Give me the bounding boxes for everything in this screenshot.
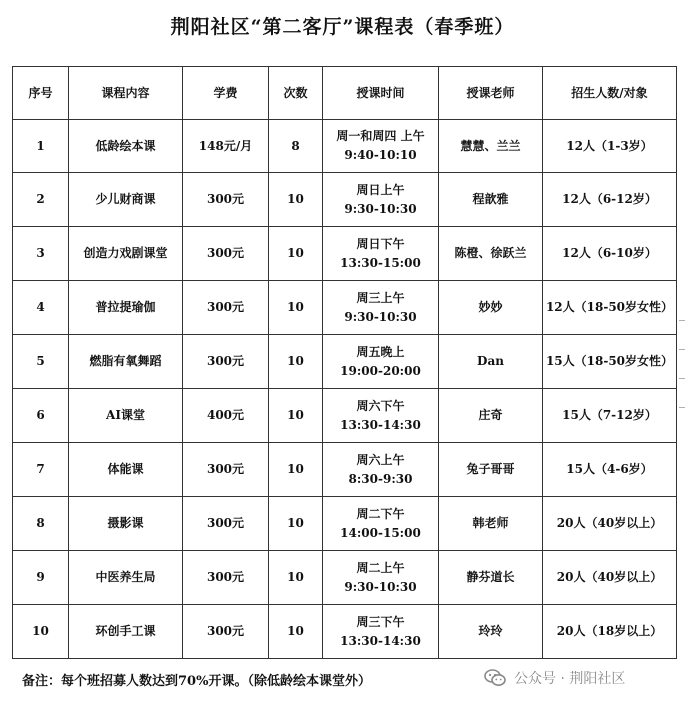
cell-enrollment: 12人（18-50岁女性） [543,281,677,335]
header-count: 次数 [269,67,323,120]
cell-no: 2 [13,173,69,227]
cell-fee: 300元 [183,551,269,605]
time-day: 周六上午 [356,452,405,467]
cell-time [323,281,439,335]
table-row [13,227,677,281]
cell-enrollment: 12人（1-3岁） [543,120,677,173]
time-range: 13:30-15:00 [340,255,421,270]
cell-enrollment: 15人（18-50岁女性） [543,335,677,389]
cell-count: 10 [269,173,323,227]
table-row [13,443,677,497]
cell-teacher: 慧慧、兰兰 [439,120,543,173]
time-range: 8:30-9:30 [348,471,413,486]
header-teacher: 授课老师 [439,67,543,120]
cell-fee: 400元 [183,389,269,443]
cell-time [323,497,439,551]
cell-time [323,443,439,497]
time-day: 周六下午 [356,398,405,413]
cell-enrollment: 12人（6-10岁） [543,227,677,281]
cell-time [323,389,439,443]
cell-enrollment: 15人（4-6岁） [543,443,677,497]
cell-time [323,335,439,389]
cell-time [323,227,439,281]
watermark-text: 公众号 · 荆阳社区 [514,671,626,687]
table-row [13,551,677,605]
cell-enrollment: 20人（40岁以上） [543,551,677,605]
cell-fee: 300元 [183,443,269,497]
cell-teacher: 玲玲 [439,605,543,659]
time-range: 14:00-15:00 [340,525,421,540]
cell-fee: 300元 [183,281,269,335]
cell-count: 10 [269,281,323,335]
cell-count: 10 [269,389,323,443]
time-day: 周三下午 [356,614,405,629]
wechat-icon [484,669,506,687]
time-day: 周二下午 [356,506,405,521]
header-enrollment: 招生人数/对象 [543,67,677,120]
header-course: 课程内容 [69,67,183,120]
course-schedule-table [12,66,677,659]
cell-no: 8 [13,497,69,551]
header-fee: 学费 [183,67,269,120]
watermark [484,668,625,688]
cell-fee: 300元 [183,605,269,659]
cell-teacher: 静芬道长 [439,551,543,605]
cell-course: AI课堂 [69,389,183,443]
time-range: 9:30-10:30 [344,579,417,594]
cell-teacher: 兔子哥哥 [439,443,543,497]
cell-course: 少儿财商课 [69,173,183,227]
cell-teacher: 妙妙 [439,281,543,335]
cell-teacher: Dan [439,335,543,389]
time-range: 9:30-10:30 [344,201,417,216]
table-row [13,389,677,443]
cell-fee: 148元/月 [183,120,269,173]
time-range: 13:30-14:30 [340,633,421,648]
cell-fee: 300元 [183,173,269,227]
cell-enrollment: 12人（6-12岁） [543,173,677,227]
cell-course: 摄影课 [69,497,183,551]
cell-count: 10 [269,497,323,551]
cell-count: 10 [269,227,323,281]
cell-count: 10 [269,551,323,605]
time-range: 13:30-14:30 [340,417,421,432]
cell-course: 环创手工课 [69,605,183,659]
table-row [13,281,677,335]
cell-time [323,120,439,173]
cell-enrollment: 15人（7-12岁） [543,389,677,443]
time-range: 9:40-10:10 [344,148,417,162]
cell-teacher: 韩老师 [439,497,543,551]
time-range: 9:30-10:30 [344,309,417,324]
cell-fee: 300元 [183,497,269,551]
time-day: 周日下午 [356,236,405,251]
time-range: 19:00-20:00 [340,363,421,378]
cell-no: 5 [13,335,69,389]
cell-no: 7 [13,443,69,497]
cell-course: 低龄绘本课 [69,120,183,173]
cell-time [323,605,439,659]
cell-enrollment: 20人（18岁以上） [543,605,677,659]
cell-teacher: 庄奇 [439,389,543,443]
table-row [13,120,677,173]
cell-teacher: 程歆雅 [439,173,543,227]
cell-course: 创造力戏剧课堂 [69,227,183,281]
cell-count: 10 [269,335,323,389]
time-day: 周日上午 [356,182,405,197]
time-day: 周五晚上 [356,344,405,359]
time-day: 周一和周四 上午 [336,129,425,143]
cell-no: 9 [13,551,69,605]
time-day: 周三上午 [356,290,405,305]
cell-no: 4 [13,281,69,335]
header-time: 授课时间 [323,67,439,120]
table-row [13,497,677,551]
cell-fee: 300元 [183,227,269,281]
header-no: 序号 [13,67,69,120]
table-row [13,605,677,659]
cell-no: 10 [13,605,69,659]
cell-no: 3 [13,227,69,281]
footnote: 备注：每个班招募人数达到70%开课。（除低龄绘本课堂外） [22,674,371,689]
cell-course: 中医养生局 [69,551,183,605]
cell-course: 普拉提瑜伽 [69,281,183,335]
cell-teacher: 陈橙、徐跃兰 [439,227,543,281]
cell-count: 10 [269,443,323,497]
cell-course: 燃脂有氧舞蹈 [69,335,183,389]
cell-no: 1 [13,120,69,173]
cell-no: 6 [13,389,69,443]
cell-fee: 300元 [183,335,269,389]
edge-marks [679,320,685,440]
cell-time [323,551,439,605]
cell-count: 8 [269,120,323,173]
table-row [13,173,677,227]
cell-course: 体能课 [69,443,183,497]
cell-time [323,173,439,227]
cell-count: 10 [269,605,323,659]
table-row [13,335,677,389]
table-header-row [13,67,677,120]
cell-enrollment: 20人（40岁以上） [543,497,677,551]
time-day: 周二上午 [356,560,405,575]
page-title: 荆阳社区“第二客厅”课程表（春季班） [170,16,515,38]
